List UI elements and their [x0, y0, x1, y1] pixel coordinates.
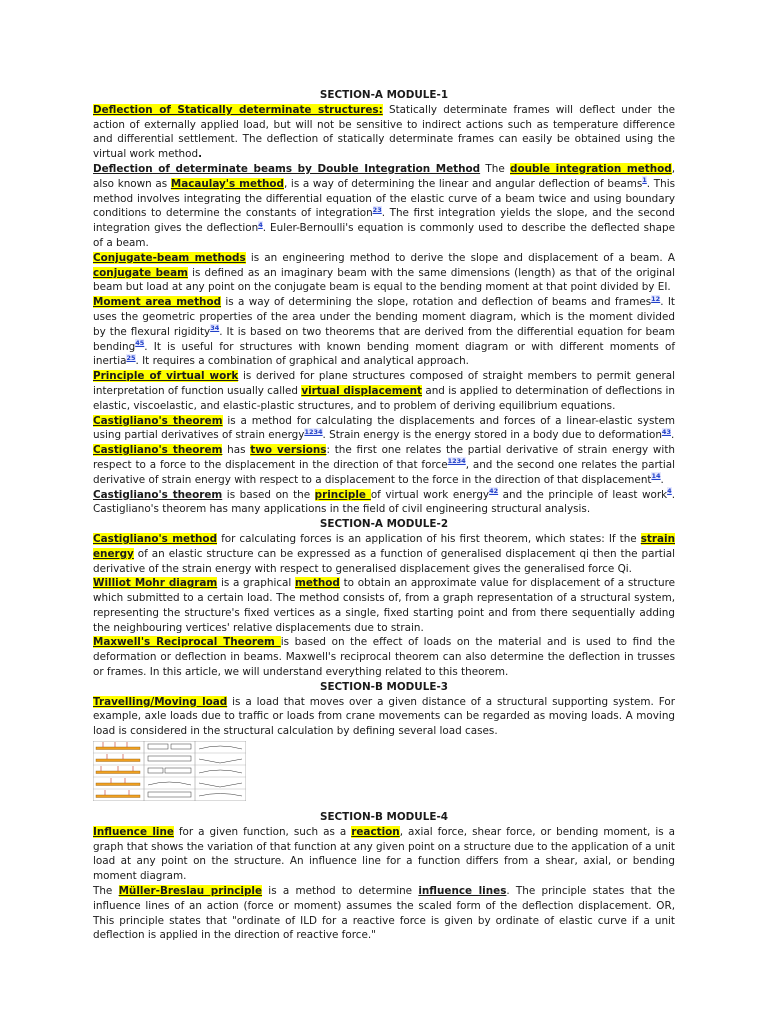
reference-link[interactable]: 42: [489, 487, 499, 496]
reference-link[interactable]: 1234: [447, 457, 466, 466]
reference-link[interactable]: 25: [126, 353, 136, 362]
term-highlight: Castigliano's theorem: [93, 414, 223, 427]
term-highlight: Deflection of Statically determinate structures:: [93, 103, 383, 116]
term-highlight: Maxwell's Reciprocal Theorem: [93, 636, 281, 649]
term-highlight: principle: [314, 488, 371, 501]
reference-link[interactable]: 14: [651, 472, 661, 481]
reference-link[interactable]: 43: [661, 427, 671, 436]
term-underlined: influence lines: [418, 885, 507, 898]
paragraph-conjugate-beam: Conjugate-beam methods is an engineering method to derive the slope and displacement of a beam. A conjugate beam is defined as an imaginary beam with the same dimensions (length) as that of the original beam but load at any point on the conjugate beam is equal to the bending moment at that point divided by EI.: [93, 251, 675, 294]
reference-link[interactable]: 4: [667, 487, 672, 496]
paragraph-virtual-work: Principle of virtual work is derived for plane structures composed of straight members to permit general interpretation of function usually called virtual displacement and is applied to determination of deflections in elastic, viscoelastic, and elastic-plastic structures, and to problem of deriving equilibrium equations.: [93, 370, 675, 412]
section-heading-a2: SECTION-A MODULE-2: [319, 518, 449, 531]
reference-link[interactable]: 4: [258, 220, 263, 229]
reference-link[interactable]: 23: [372, 205, 382, 214]
term-highlight: two versions: [250, 444, 327, 457]
term-highlight: Müller-Breslau principle: [118, 885, 263, 898]
term-underlined: Deflection of determinate beams by Double Integration Method: [93, 162, 481, 175]
reference-link[interactable]: 12: [651, 294, 661, 303]
paragraph-castigliano-versions: Castigliano's theorem has two versions: the first one relates the partial derivative of strain energy with respect to a force to the displacement in the direction of that force$^{1234}$, and the second one relates the partial derivative of strain energy with respect to a displacement to the force in the direction of that displacement$^{14}$.: [93, 444, 675, 486]
paragraph-moving-load: Travelling/Moving load is a load that moves over a given distance of a structural supporting system. For example, axle loads due to traffic or loads from crane movements can be regarded as moving loads. A moving load is considered in the structural calculation by defining several load cases.: [93, 695, 675, 738]
paragraph-influence-line: Influence line for a given function, such as a reaction, axial force, shear force, or bending moment, is a graph that shows the variation of that function at any given point on a structure due to the application of a unit load at any point on the structure. An influence line for a function differs from a shear, axial, or bending moment diagram.: [93, 825, 675, 883]
term-highlight: Conjugate-beam methods: [93, 251, 246, 264]
term-highlight: method: [295, 577, 340, 590]
term-highlight: Travelling/Moving load: [93, 695, 228, 708]
reference-link[interactable]: 1: [642, 176, 647, 185]
section-heading-a1: SECTION-A MODULE-1: [319, 89, 449, 101]
term-highlight: Castigliano's theorem: [93, 444, 223, 457]
reference-link[interactable]: 45: [135, 339, 145, 348]
term-highlight: double integration method: [510, 162, 672, 175]
paragraph-deflection-statically-determinate: Deflection of Statically determinate structures: Statically determinate frames will deflect under the action of externally applied load, but will not be sensitive to indirect actions such as temperature difference and differential settlement. The deflection of statically determinate frames can easily be obtained using the virtual work method.: [93, 103, 675, 161]
term-highlight: reaction: [351, 825, 400, 838]
moving-load-figure: [93, 741, 246, 801]
section-heading-b4: SECTION-B MODULE-4: [319, 811, 449, 824]
term-underlined: Castigliano's theorem: [93, 488, 223, 501]
term-highlight: Moment area method: [93, 296, 222, 309]
reference-link[interactable]: 1234: [304, 427, 323, 436]
term-highlight: Influence line: [93, 825, 174, 838]
document-body: [93, 88, 675, 943]
term-highlight: strain energy: [93, 532, 675, 560]
term-highlight: conjugate beam: [93, 266, 188, 279]
section-heading-b3: SECTION-B MODULE-3: [319, 680, 449, 693]
paragraph-castigliano-method: Castigliano's method for calculating forces is an application of his first theorem, which states: If the strain energy of an elastic structure can be expressed as a function of generalised displacement qi then the partial derivative of the strain energy with respect to generalised displacement gives the generalised force Qi.: [93, 532, 675, 575]
figure-spacer: [93, 801, 675, 810]
paragraph-moment-area: Moment area method is a way of determining the slope, rotation and deflection of beams and frames$^{12}$. It uses the geometric properties of the area under the bending moment diagram, which is the moment divided by the flexural rigidity$^{34}$. It is based on two theorems that are derived from the differential equation for beam bending$^{45}$. It is useful for structures with known bending moment diagram or with different moments of inertia$^{25}$. It requires a combination of graphical and analytical approach.: [93, 294, 675, 368]
paragraph-castigliano-theorem: Castigliano's theorem is a method for calculating the displacements and forces of a linear-elastic system using partial derivatives of strain energy$^{1234}$. Strain energy is the energy stored in a body due to deformation$^{43}$.: [93, 414, 675, 442]
reference-link[interactable]: 34: [210, 324, 220, 333]
term-highlight: Principle of virtual work: [93, 370, 239, 383]
term-highlight: Williot Mohr diagram: [93, 577, 218, 590]
paragraph-maxwell-reciprocal: Maxwell's Reciprocal Theorem is based on the effect of loads on the material and is used to find the deformation or deflection in beams. Maxwell's reciprocal theorem can also determine the deflection in trusses or frames. In this article, we will understand everything related to this theorem.: [93, 636, 675, 679]
paragraph-williot-mohr: Williot Mohr diagram is a graphical method to obtain an approximate value for displacement of a structure which submitted to a certain load. The method consists of, from a graph representation of a structural system, representing the structure's fixed vertices as a single, fixed starting point and from there sequentially adding the neighbouring vertices' relative displacements due to strain.: [93, 577, 676, 634]
term-highlight: Castigliano's method: [93, 532, 218, 545]
paragraph-double-integration: Deflection of determinate beams by Double Integration Method The double integration method, also known as Macaulay's method, is a way of determining the linear and angular deflection of beams$^1$. This method involves integrating the differential equation of the elastic curve of a beam twice and using boundary conditions to determine the constants of integration$^{23}$. The first integration yields the slope, and the second integration gives the deflection$^4$. Euler-Bernoulli's equation is commonly used to describe the deflected shape of a beam.: [93, 162, 675, 249]
term-highlight: virtual displacement: [301, 384, 423, 397]
paragraph-muller-breslau: The Müller-Breslau principle is a method to determine influence lines. The principle states that the influence lines of an action (force or moment) assumes the scaled form of the deflection displacement. OR, This principle states that "ordinate of ILD for a reactive force is given by ordinate of elastic curve if a unit deflection is applied in the direction of reactive force.": [93, 885, 675, 942]
term-highlight: Macaulay's method: [170, 177, 284, 190]
paragraph-castigliano-basis: Castigliano's theorem is based on the principle of virtual work energy$^{42}$ and the principle of least work$^4$. Castigliano's theorem has many applications in the field of civil engineering structural analysis.: [93, 487, 675, 516]
